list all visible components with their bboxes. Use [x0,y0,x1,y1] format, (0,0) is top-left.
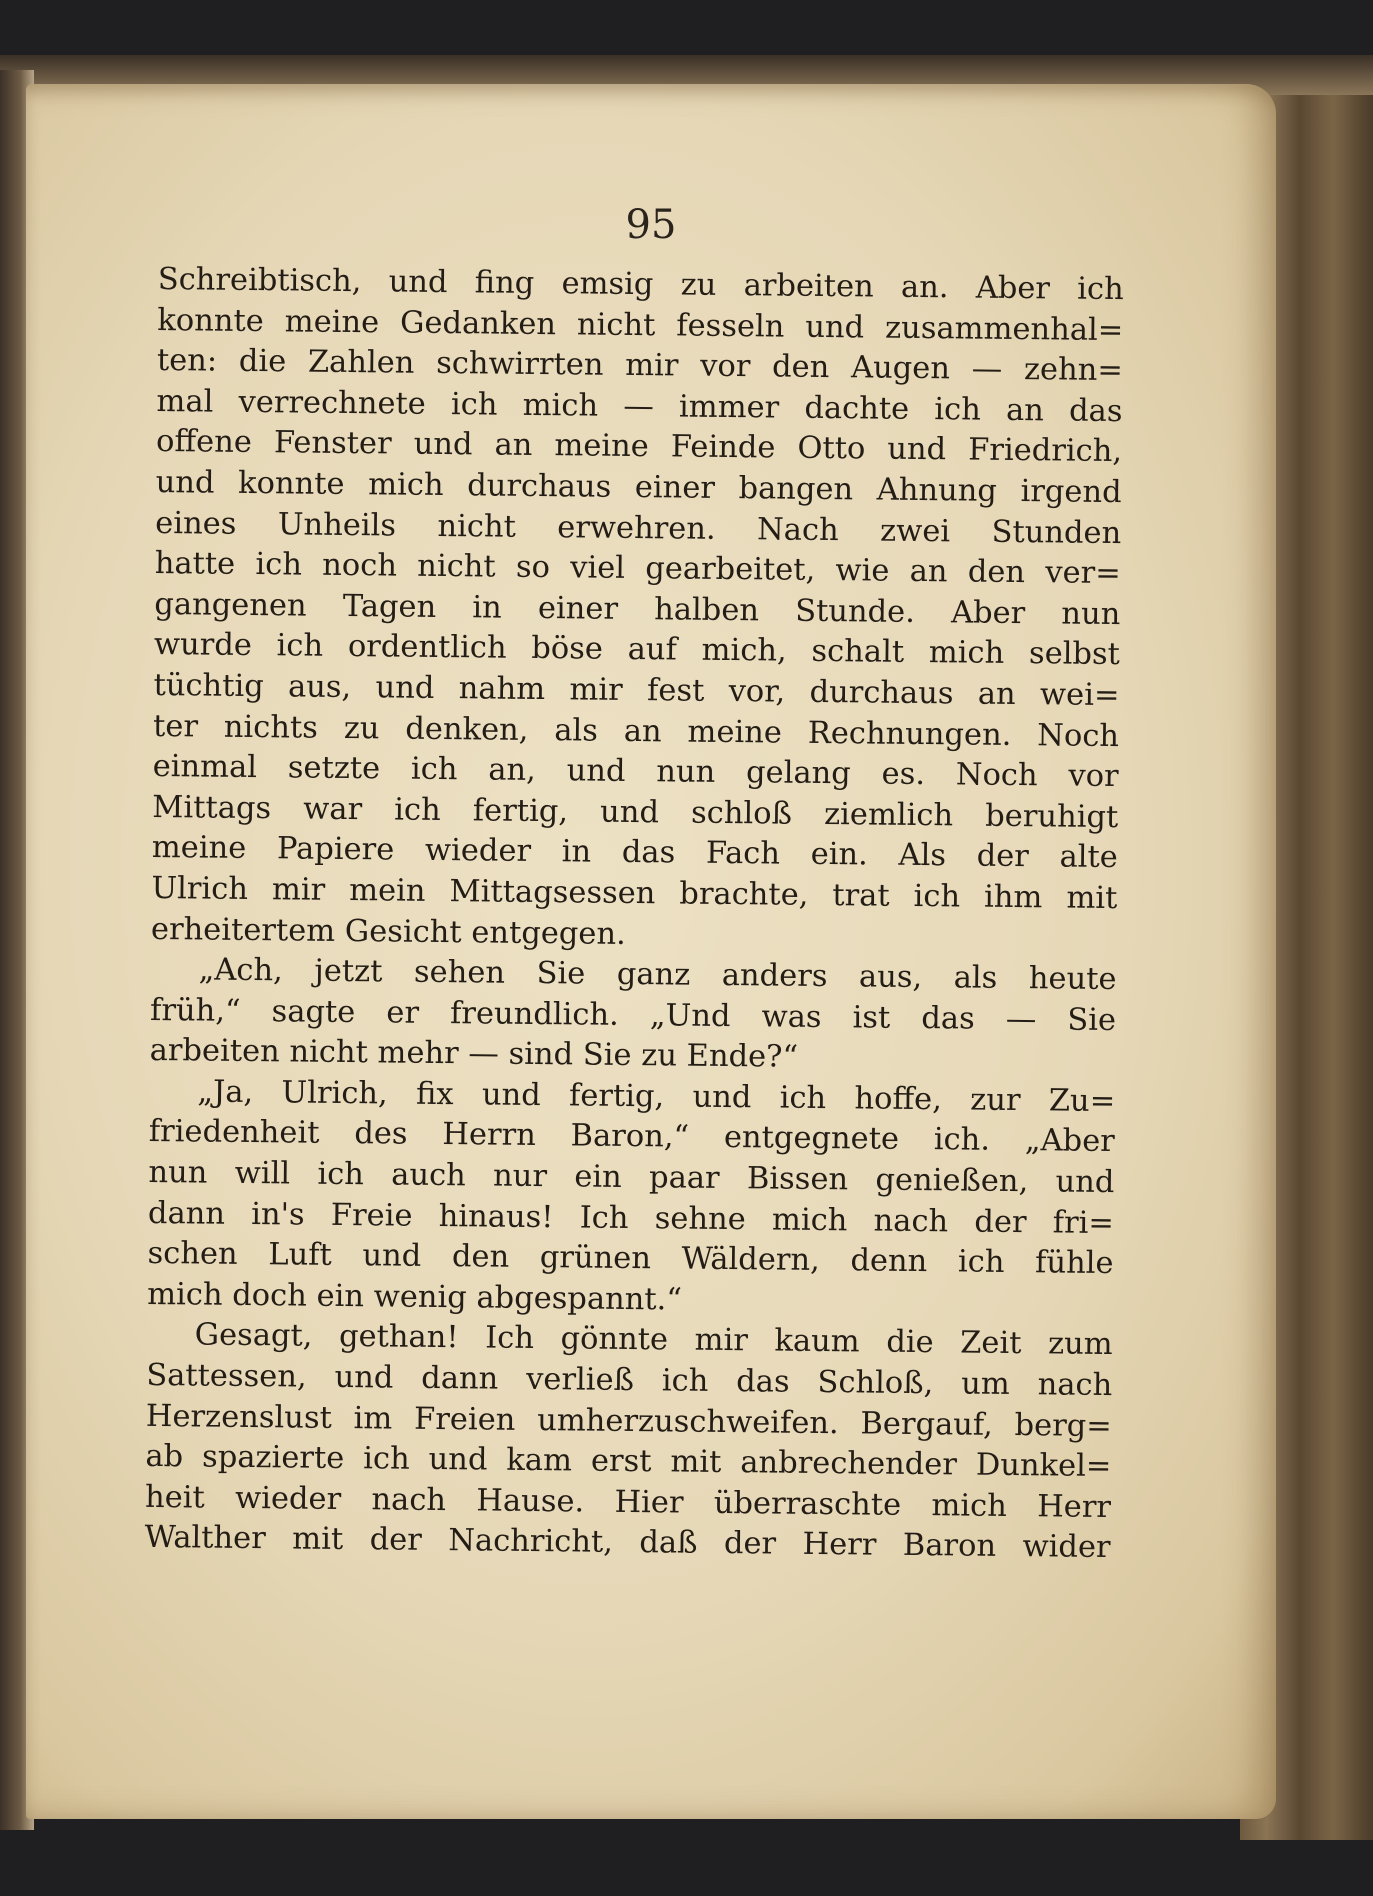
page-number: 95 [625,202,677,248]
text-line: „Ach, jetzt sehen Sie ganz anders aus, als heute [198,952,1117,998]
text-line: und konnte mich durchaus einer bangen Ahnung irgend [155,464,1122,511]
text-line: friedenheit des Herrn Baron,“ entgegnete ich. „Aber [148,1114,1115,1160]
text-line: eines Unheils nicht erwehren. Nach zwei Stunden [155,505,1122,551]
text-line: arbeiten nicht mehr — sind Sie zu Ende?“ [149,1033,799,1076]
text-line: Ulrich mir mein Mittagsessen brachte, trat ich ihm mit [151,870,1118,916]
text-line: erheitertem Gesicht entgegen. [150,911,626,952]
text-line: heit wieder nach Hause. Hier überraschte mich Herr [144,1479,1112,1525]
text-line: Herzenslust im Freien umherzuschweifen. Bergauf, berg= [145,1398,1113,1444]
text-line: früh,“ sagte er freundlich. „Und was ist das — Sie [149,992,1117,1038]
text-line: einmal setzte ich an, und nun gelang es. Noch vor [152,749,1119,795]
text-line: nun will ich auch nur ein paar Bissen genießen, und [148,1155,1115,1201]
text-line: Gesagt, gethan! Ich gönnte mir kaum die Zeit zum [194,1317,1113,1363]
text-line: konnte meine Gedanken nicht fesseln und zusammenhal= [157,302,1124,348]
text-line: ab spazierte ich und kam erst mit anbrechender Dunkel= [145,1439,1112,1485]
text-line: „Ja, Ulrich, fix und fertig, und ich hoffe, zur Zu= [197,1074,1116,1119]
text-line: wurde ich ordentlich böse auf mich, schalt mich selbst [153,627,1121,673]
text-line: offene Fenster und an meine Feinde Otto und Friedrich, [155,424,1123,470]
text-line: schen Luft und den grünen Wäldern, denn ich fühle [147,1236,1114,1282]
text-line: meine Papiere wieder in das Fach ein. Als der alte [151,830,1118,876]
text-line: tüchtig aus, und nahm mir fest vor, durchaus an wei= [153,667,1120,714]
text-line: gangenen Tagen in einer halben Stunde. Aber nun [154,586,1121,632]
text-line: mich doch ein wenig abgespannt.“ [146,1276,683,1318]
text-line: hatte ich noch nicht so viel gearbeitet, wie an den ver= [154,546,1121,592]
body-text [144,260,1124,1569]
text-line: Schreibtisch, und fing emsig zu arbeiten an. Aber ich [157,261,1124,308]
text-line: Mittags war ich fertig, und schloß ziemlich beruhigt [152,789,1119,835]
text-line: Sattessen, und dann verließ ich das Schloß, um nach [146,1357,1113,1404]
book-page [26,84,1276,1819]
text-line: ter nichts zu denken, als an meine Rechnungen. Noch [152,708,1120,754]
text-line: dann in's Freie hinaus! Ich sehne mich nach der fri= [147,1195,1115,1241]
text-line: Walther mit der Nachricht, daß der Herr Baron wider [144,1520,1111,1566]
text-line: ten: die Zahlen schwirrten mir vor den Augen — zehn= [156,343,1124,389]
text-line: mal verrechnete ich mich — immer dachte ich an das [156,383,1123,429]
